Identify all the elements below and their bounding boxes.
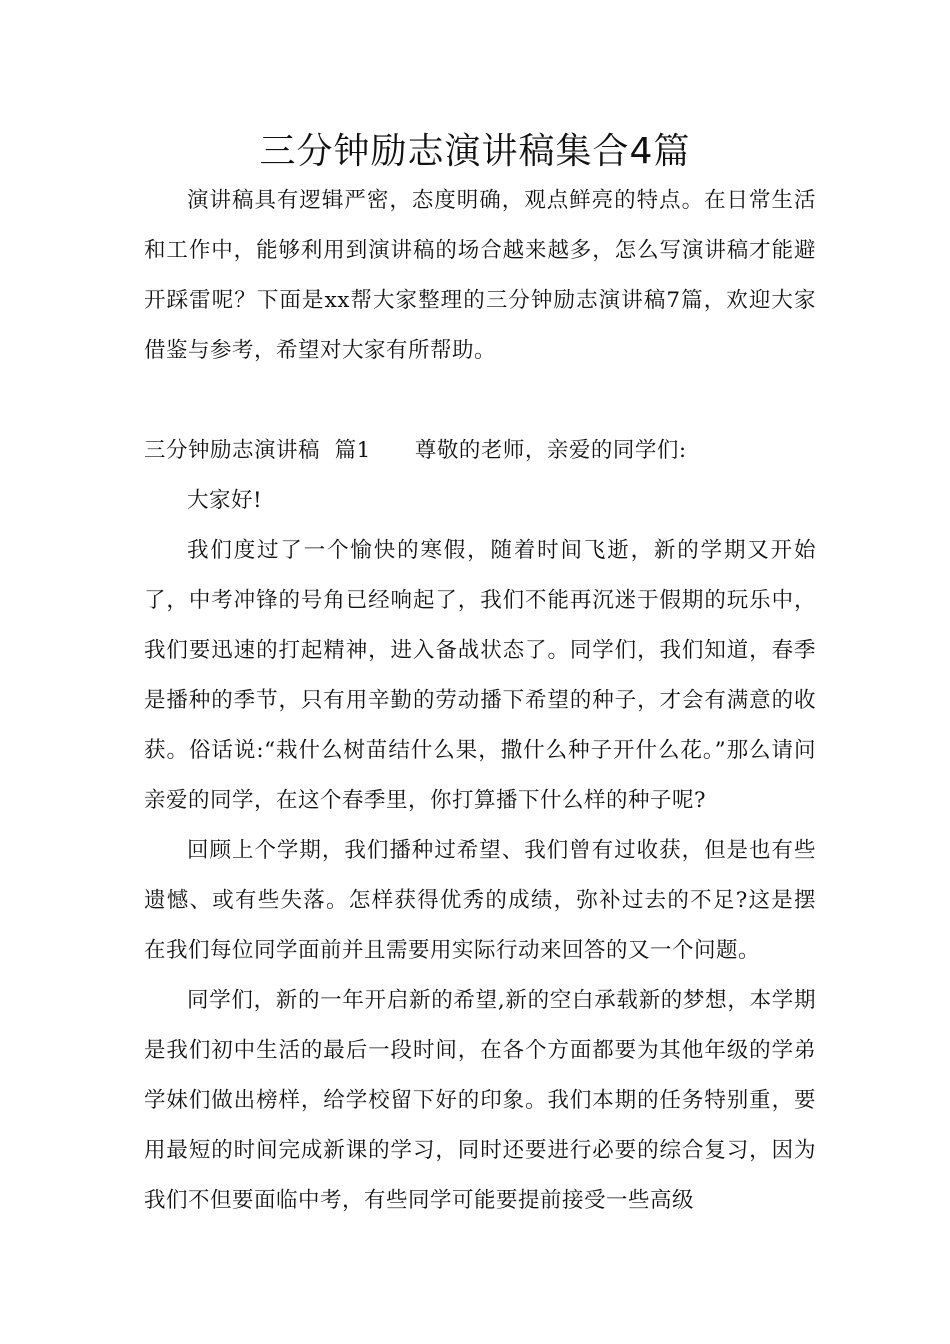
section-1-paragraph-2: 我们度过了一个愉快的寒假，随着时间飞逝，新的学期又开始了，中考冲锋的号角已经响起了，我们不能再沉迷于假期的玩乐中，我们要迅速的打起精神，进入备战状态了。同学们，我们知道，春季是播种的季节，只有用辛勤的劳动播下希望的种子，才会有满意的收获。俗话说:“栽什么树苗结什么果，撒什么种子开什么花。”那么请问亲爱的同学，在这个春季里，你打算播下什么样的种子呢? [144,538,816,813]
section-1-heading-line [144,426,816,476]
document-body [144,176,816,1226]
section-1-salutation: 尊敬的老师，亲爱的同学们: [414,438,687,463]
section-1-heading: 三分钟励志演讲稿 篇1 [144,438,371,463]
blank-line [144,376,816,426]
section-1-paragraph-3: 回顾上个学期，我们播种过希望、我们曾有过收获，但是也有些遗憾、或有些失落。怎样获得优秀的成绩，弥补过去的不足?这是摆在我们每位同学面前并且需要用实际行动来回答的又一个问题。 [144,838,816,963]
section-1-paragraph-4: 同学们，新的一年开启新的希望,新的空白承载新的梦想，本学期是我们初中生活的最后一段时间，在各个方面都要为其他年级的学弟学妹们做出榜样，给学校留下好的印象。我们本期的任务特别重，要用最短的时间完成新课的学习，同时还要进行必要的综合复习，因为我们不但要面临中考，有些同学可能要提前接受一些高级 [144,988,816,1213]
intro-paragraph: 演讲稿具有逻辑严密，态度明确，观点鲜亮的特点。在日常生活和工作中，能够利用到演讲稿的场合越来越多，怎么写演讲稿才能避开踩雷呢？下面是xx帮大家整理的三分钟励志演讲稿7篇，欢迎大家借鉴与参考，希望对大家有所帮助。 [144,188,816,363]
section-1-paragraph-1: 大家好! [187,488,263,513]
document-title: 三分钟励志演讲稿集合4篇 [259,131,691,172]
